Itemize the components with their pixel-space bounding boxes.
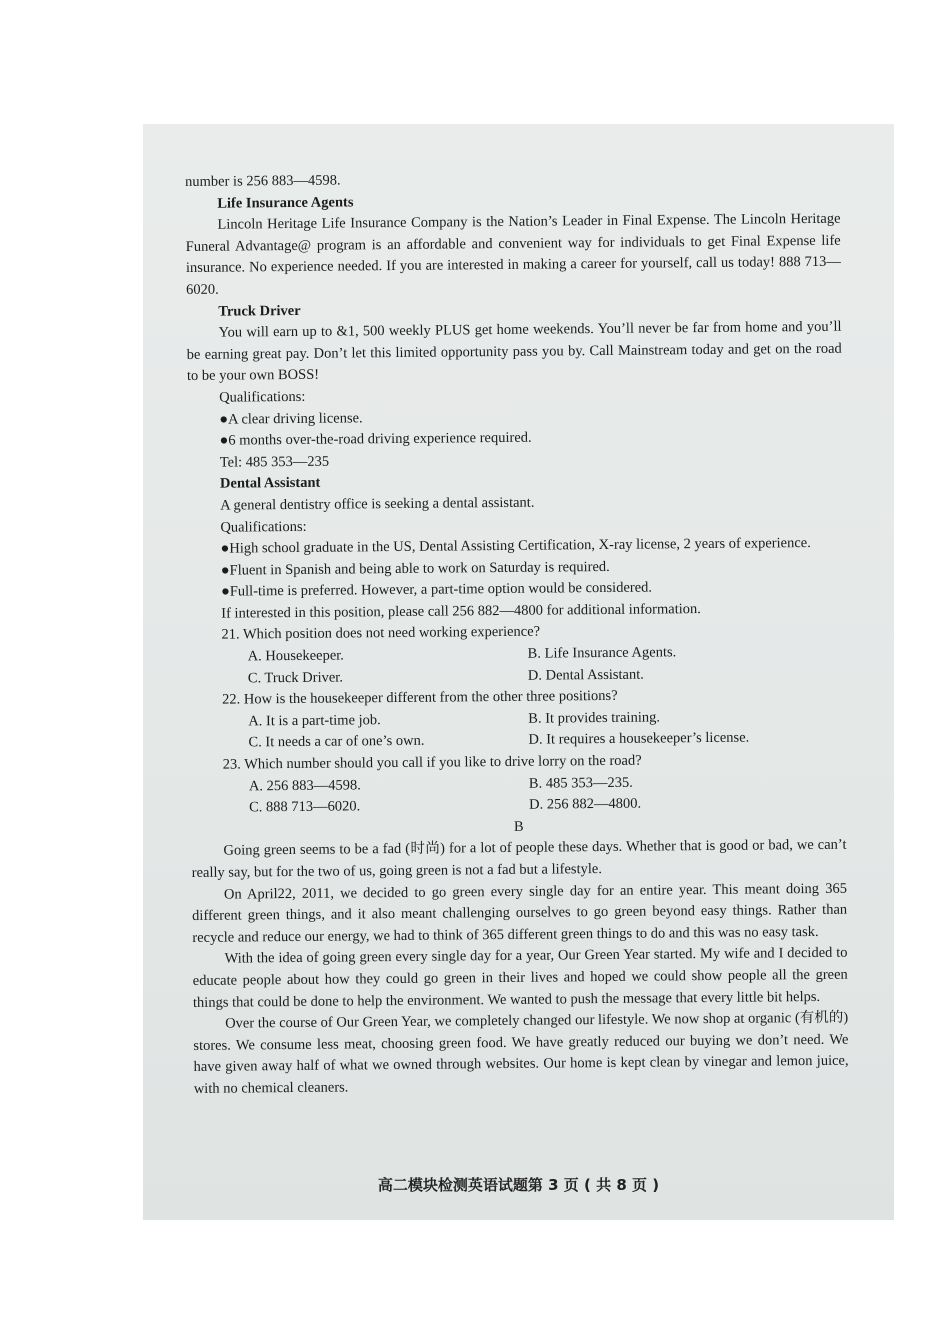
- option-a: A. Housekeeper.: [247, 647, 344, 665]
- question-21-stem: 21. Which position does not need working experience?: [221, 624, 541, 644]
- option-b: B. Life Insurance Agents.: [527, 644, 677, 662]
- option-b: B. It provides training.: [528, 709, 661, 727]
- truck-driver-title: Truck Driver: [218, 302, 301, 320]
- truck-qualifications-label: Qualifications:: [219, 388, 306, 406]
- passage-paragraph: With the idea of going green every single day for a year, Our Green Year started. My wife and I decided to educate people about how they could go green in their lives and hoped we could show people all the green things that could be done to help the environment. We wanted to push the message that every little bit helps.: [192, 945, 848, 1011]
- passage-paragraph: Over the course of Our Green Year, we completely changed our lifestyle. We now shop at organic (有机的) stores. We consume less meat, choosing green food. We have greatly reduced our buying we don’t need. We have given away half of what we owned through websites. Our home is kept clean by vinegar and lemon juice, with no chemical cleaners.: [193, 1009, 849, 1097]
- dental-qualifications-label: Qualifications:: [220, 518, 307, 536]
- dental-qualification: ●Full-time is preferred. However, a part-time option would be considered.: [220, 579, 653, 600]
- truck-driver-body: You will earn up to &1, 500 weekly PLUS get home weekends. You’ll never be far from home and you’ll be earning great pay. Don’t let this limited opportunity pass you by. Call Mainstream today and get on the road to be your own BOSS!: [186, 318, 842, 385]
- life-insurance-title: Life Insurance Agents: [217, 193, 354, 212]
- option-c: C. Truck Driver.: [247, 669, 344, 687]
- dental-qualification: ●High school graduate in the US, Dental Assisting Certification, X-ray license, 2 years of experience.: [220, 535, 811, 557]
- option-d: D. 256 882—4800.: [529, 795, 642, 813]
- option-d: D. Dental Assistant.: [527, 666, 644, 684]
- question-23-options: [191, 770, 846, 819]
- option-c: C. It needs a car of one’s own.: [248, 733, 425, 751]
- dental-qualification: ●Fluent in Spanish and being able to work on Saturday is required.: [220, 558, 610, 579]
- passage-paragraph: Going green seems to be a fad (时尚) for a lot of people these days. Whether that is good or bad, we can’t really say, but for the two of us, going green is not a fad but a lifestyle.: [191, 837, 847, 881]
- option-c: C. 888 713—6020.: [249, 798, 361, 816]
- question-22-options: [190, 706, 845, 755]
- lead-line: number is 256 883—4598.: [185, 172, 341, 190]
- life-insurance-body: Lincoln Heritage Life Insurance Company is the Nation’s Leader in Final Expense. The Lincoln Heritage Funeral Advantage@ program is an affordable and convenient way for individuals to get Final Expense life insurance. No experience needed. If you are interested in making a career for yourself, call us today! 888 713—6020.: [185, 210, 841, 298]
- option-b: B. 485 353—235.: [528, 774, 633, 792]
- question-22-stem: 22. How is the housekeeper different from the other three positions?: [221, 688, 618, 708]
- truck-qualification: ●A clear driving license.: [219, 409, 363, 428]
- question-21-options: [190, 641, 845, 690]
- page-footer: 高二模块检测英语试题第 3 页 ( 共 8 页 ): [377, 1176, 660, 1194]
- truck-qualification: ●6 months over-the-road driving experience required.: [219, 429, 532, 449]
- exam-page: [143, 124, 894, 1220]
- passage-paragraph: On April22, 2011, we decided to go green every single day for an entire year. This meant doing 365 different green things, and it also meant challenging ourselves to go green beyond easy things. Rather than recycle and reduce our energy, we had to think of 365 different green things to do and this was no easy task.: [192, 880, 848, 946]
- page-content: [185, 166, 849, 1101]
- option-d: D. It requires a housekeeper’s license.: [528, 730, 750, 749]
- dental-assistant-title: Dental Assistant: [219, 475, 321, 492]
- dental-contact: If interested in this position, please call 256 882—4800 for additional information.: [221, 600, 701, 622]
- passage-b-label: B: [513, 818, 524, 835]
- question-23-stem: 23. Which number should you call if you like to drive lorry on the road?: [222, 752, 642, 773]
- truck-tel: Tel: 485 353—235: [219, 453, 330, 471]
- dental-assistant-body: A general dentistry office is seeking a dental assistant.: [220, 494, 535, 514]
- option-a: A. It is a part-time job.: [248, 711, 381, 730]
- option-a: A. 256 883—4598.: [248, 776, 361, 795]
